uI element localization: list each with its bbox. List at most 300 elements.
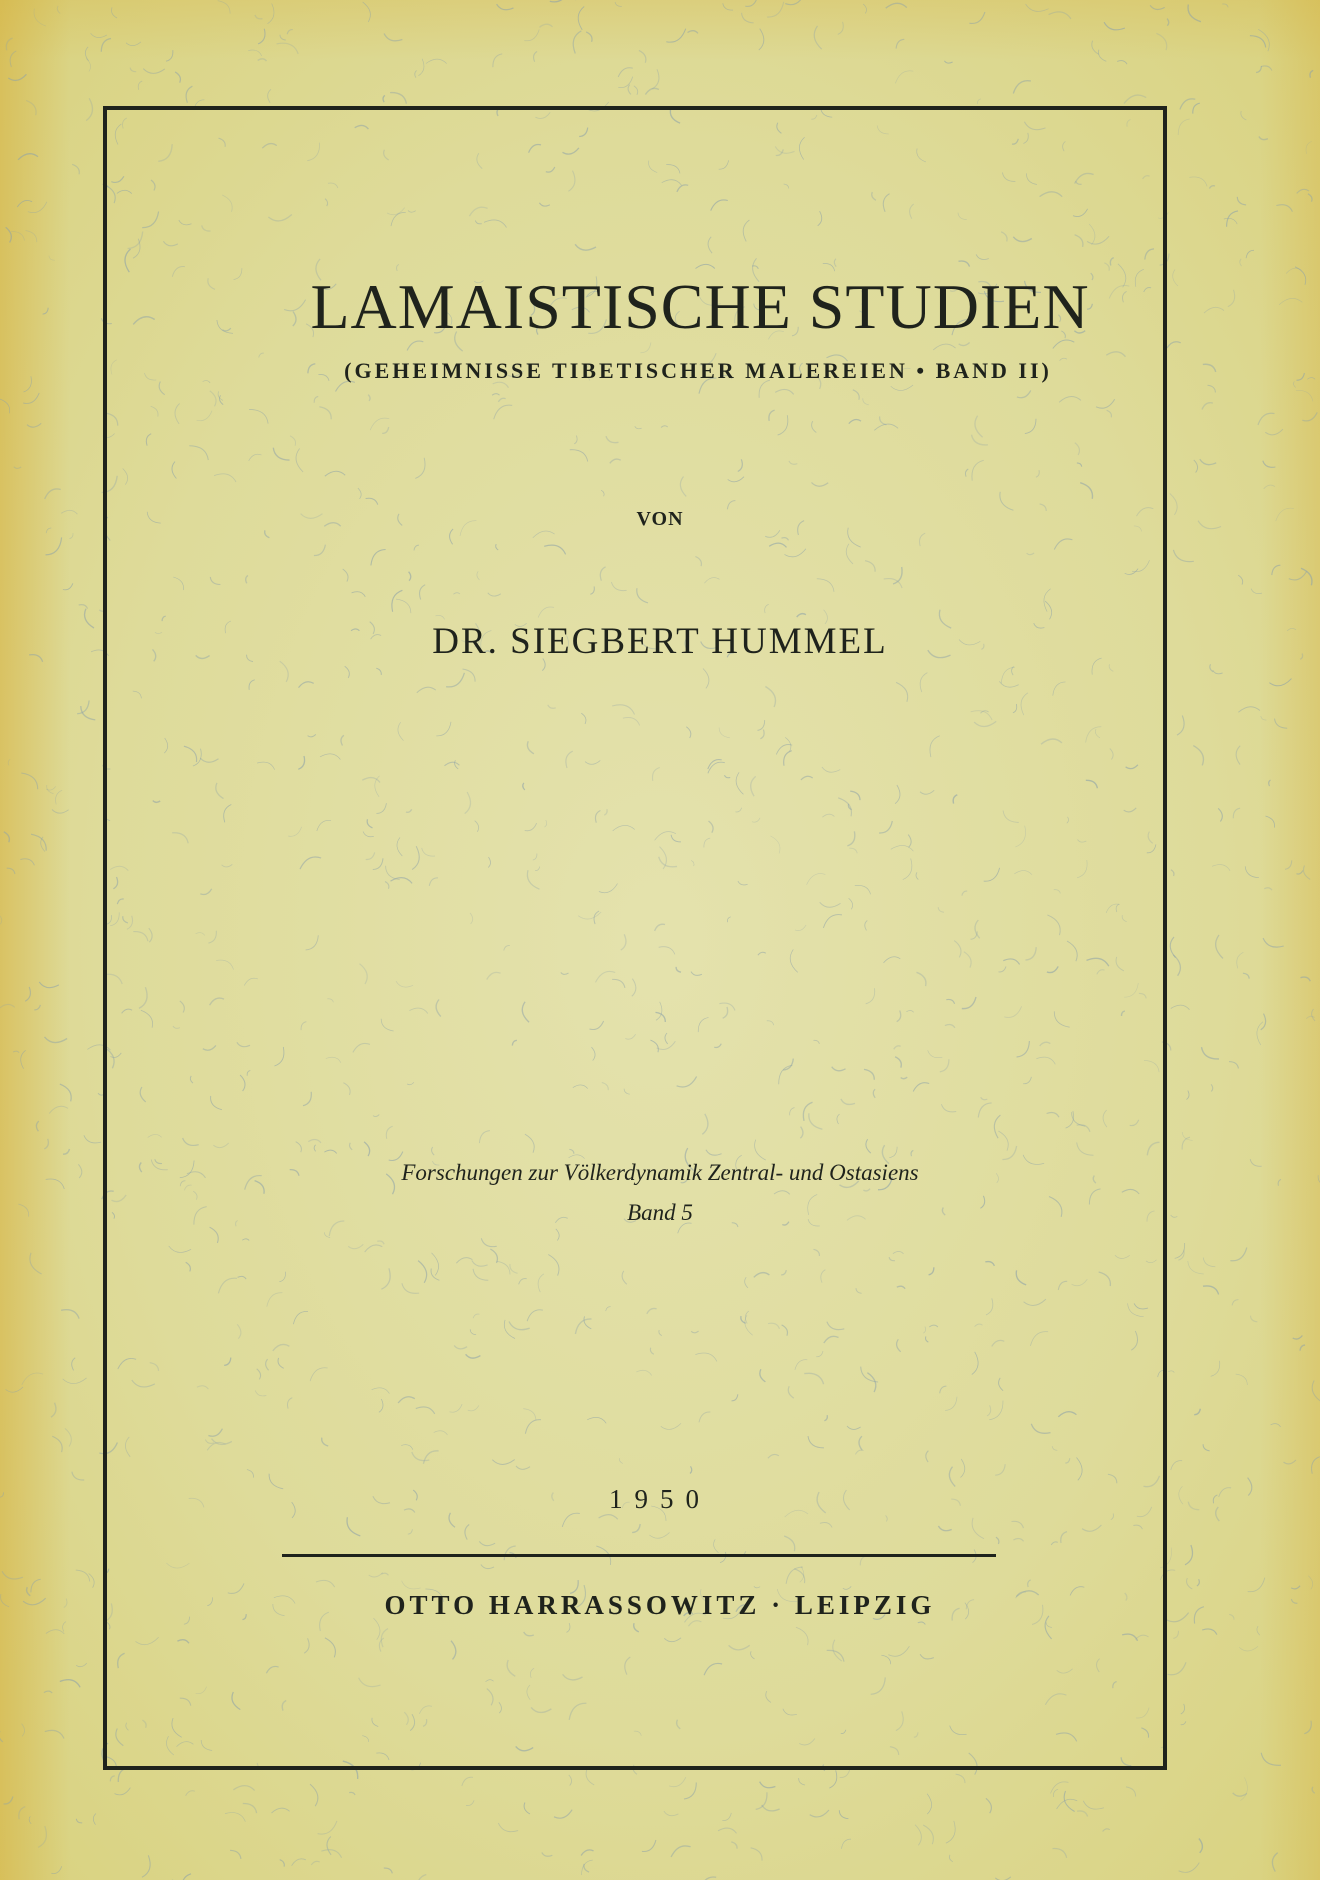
paper-fiber: [582, 1860, 593, 1875]
paper-fiber: [1306, 141, 1312, 153]
paper-fiber: [1229, 1062, 1238, 1069]
book-subtitle: (GEHEIMNISSE TIBETISCHER MALEREIEN • BAND II): [344, 358, 1052, 383]
paper-fiber: [1238, 575, 1242, 584]
paper-fiber: [6, 227, 12, 242]
paper-fiber: [1209, 186, 1215, 189]
paper-fiber: [186, 1791, 195, 1796]
paper-fiber: [1216, 935, 1223, 958]
paper-fiber: [318, 1821, 337, 1834]
paper-fiber: [417, 1875, 426, 1880]
paper-fiber: [1185, 1545, 1193, 1565]
paper-fiber: [542, 1853, 553, 1857]
paper-fiber: [7, 868, 15, 874]
paper-fiber: [1181, 1721, 1186, 1724]
paper-fiber: [1188, 5, 1201, 22]
paper-fiber: [26, 100, 36, 115]
paper-fiber: [1203, 1286, 1219, 1295]
paper-fiber: [11, 232, 24, 241]
paper-fiber: [1026, 4, 1049, 11]
paper-fiber: [745, 0, 757, 6]
paper-fiber: [49, 1106, 68, 1113]
publisher-name: OTTO HARRASSOWITZ · LEIPZIG: [384, 1590, 936, 1620]
paper-fiber: [1261, 716, 1267, 720]
paper-fiber: [810, 1810, 829, 1817]
paper-fiber: [1296, 390, 1313, 401]
paper-fiber: [1211, 1361, 1220, 1377]
paper-fiber: [1098, 50, 1106, 62]
paper-fiber: [1272, 565, 1281, 575]
paper-fiber: [18, 154, 38, 160]
book-title: LAMAISTISCHE STUDIEN: [310, 271, 1090, 342]
paper-fiber: [1083, 1801, 1104, 1809]
paper-fiber: [977, 99, 981, 104]
paper-fiber: [81, 706, 96, 720]
paper-fiber: [363, 2, 371, 22]
paper-fiber: [76, 1819, 82, 1823]
paper-fiber: [52, 810, 69, 814]
paper-fiber: [1272, 1853, 1277, 1872]
paper-fiber: [2, 1571, 23, 1579]
paper-fiber: [466, 1800, 474, 1805]
paper-fiber: [586, 1769, 594, 1785]
paper-fiber: [21, 773, 37, 789]
paper-fiber: [554, 1810, 572, 1818]
paper-fiber: [1236, 1374, 1248, 1385]
paper-fiber: [22, 1373, 43, 1385]
paper-fiber: [101, 39, 111, 52]
paper-fiber: [946, 1821, 955, 1843]
paper-fiber: [84, 1135, 101, 1143]
paper-fiber: [1202, 403, 1213, 410]
paper-fiber: [1297, 871, 1303, 875]
paper-fiber: [1300, 1345, 1305, 1351]
paper-fiber: [1261, 1753, 1281, 1766]
paper-fiber: [1269, 679, 1291, 686]
paper-fiber: [10, 51, 16, 67]
paper-fiber: [1167, 19, 1169, 26]
paper-fiber: [225, 1813, 245, 1822]
paper-fiber: [927, 1794, 932, 1814]
paper-fiber: [1181, 1704, 1185, 1714]
paper-fiber: [1297, 189, 1309, 193]
paper-fiber: [1168, 1662, 1186, 1674]
paper-fiber: [1236, 746, 1240, 765]
paper-fiber: [248, 50, 262, 56]
paper-fiber: [581, 1850, 593, 1856]
paper-fiber: [130, 68, 136, 72]
paper-fiber: [1263, 461, 1276, 468]
paper-fiber: [14, 467, 21, 469]
paper-fiber: [762, 1805, 780, 1811]
paper-fiber: [1077, 1811, 1088, 1817]
paper-fiber: [415, 71, 417, 78]
paper-fiber: [1293, 1336, 1303, 1340]
paper-fiber: [731, 1842, 737, 1849]
paper-fiber: [1194, 1409, 1200, 1415]
paper-fiber: [723, 3, 733, 10]
paper-fiber: [1233, 1793, 1247, 1796]
paper-fiber: [6, 1387, 23, 1392]
paper-fiber: [986, 1798, 992, 1813]
paper-fiber: [233, 1786, 254, 1791]
paper-fiber: [280, 1860, 285, 1867]
paper-fiber: [72, 1358, 76, 1371]
paper-fiber: [628, 85, 631, 95]
paper-fiber: [118, 1768, 128, 1782]
paper-fiber: [671, 1846, 691, 1857]
paper-fiber: [1173, 550, 1193, 562]
paper-fiber: [1126, 1787, 1136, 1797]
paper-fiber: [63, 583, 73, 590]
paper-fiber: [1200, 459, 1216, 464]
paper-fiber: [65, 1428, 71, 1446]
paper-fiber: [22, 1724, 25, 1737]
paper-fiber: [126, 42, 141, 46]
paper-fiber: [1230, 1248, 1246, 1261]
paper-fiber: [390, 93, 406, 104]
paper-fiber: [63, 1149, 70, 1154]
paper-fiber: [615, 2, 622, 6]
paper-fiber: [664, 1811, 679, 1816]
paper-fiber: [44, 1139, 48, 1149]
paper-fiber: [1232, 1300, 1239, 1306]
paper-fiber: [895, 71, 913, 84]
paper-fiber: [1264, 485, 1275, 489]
paper-fiber: [49, 256, 55, 261]
paper-fiber: [1173, 1631, 1178, 1639]
paper-fiber: [1177, 716, 1184, 736]
paper-fiber: [1246, 250, 1254, 258]
paper-fiber: [20, 859, 34, 865]
paper-fiber: [321, 1850, 341, 1858]
paper-fiber: [1057, 1799, 1078, 1809]
paper-fiber: [31, 834, 46, 850]
paper-fiber: [29, 1816, 31, 1823]
paper-fiber: [497, 4, 514, 10]
series-volume: Band 5: [627, 1200, 693, 1225]
paper-fiber: [272, 1808, 290, 1813]
paper-fiber: [258, 29, 265, 44]
paper-fiber: [1285, 860, 1292, 869]
paper-fiber: [1197, 1579, 1199, 1586]
paper-fiber: [258, 59, 267, 61]
paper-fiber: [1189, 177, 1207, 186]
paper-fiber: [1224, 218, 1237, 224]
paper-fiber: [524, 1803, 530, 1815]
paper-fiber: [63, 1378, 87, 1384]
paper-fiber: [186, 86, 192, 103]
paper-fiber: [1263, 938, 1284, 947]
paper-fiber: [383, 95, 385, 102]
paper-fiber: [1302, 412, 1317, 421]
paper-fiber: [1259, 137, 1268, 140]
paper-fiber: [1251, 589, 1262, 594]
paper-fiber: [1203, 1258, 1215, 1267]
paper-fiber: [759, 29, 764, 50]
paper-fiber: [51, 1866, 61, 1873]
paper-fiber: [6, 38, 12, 50]
paper-fiber: [1202, 1629, 1217, 1635]
paper-fiber: [1171, 1005, 1190, 1010]
paper-fiber: [1092, 41, 1099, 55]
paper-fiber: [1199, 1839, 1203, 1853]
paper-fiber: [1241, 111, 1247, 120]
paper-fiber: [1265, 429, 1283, 435]
series-title: Forschungen zur Völkerdynamik Zentral- und Ostasiens: [401, 1160, 919, 1185]
paper-fiber: [1243, 973, 1249, 979]
paper-fiber: [26, 231, 37, 243]
paper-fiber: [839, 1810, 848, 1819]
paper-fiber: [52, 1436, 62, 1452]
paper-fiber: [1310, 70, 1313, 77]
paper-fiber: [1168, 1371, 1174, 1373]
paper-fiber: [1104, 22, 1125, 30]
paper-fiber: [23, 393, 39, 404]
paper-fiber: [1276, 205, 1292, 212]
paper-fiber: [493, 54, 502, 67]
paper-fiber: [1264, 888, 1272, 890]
paper-fiber: [1202, 1047, 1220, 1059]
paper-fiber: [949, 1855, 952, 1862]
paper-fiber: [46, 1630, 64, 1634]
paper-fiber: [1312, 1787, 1315, 1794]
paper-fiber: [38, 1826, 46, 1847]
paper-fiber: [182, 1874, 191, 1880]
paper-fiber: [8, 759, 10, 765]
paper-fiber: [842, 1839, 852, 1849]
paper-fiber: [63, 1622, 66, 1632]
paper-fiber: [1239, 1646, 1258, 1651]
paper-fiber: [586, 32, 592, 42]
paper-fiber: [1211, 1084, 1213, 1091]
paper-fiber: [34, 1005, 40, 1010]
paper-fiber: [1308, 1576, 1312, 1590]
paper-fiber: [722, 1813, 731, 1821]
paper-fiber: [1053, 1849, 1067, 1858]
author-name: DR. SIEGBERT HUMMEL: [432, 621, 888, 662]
paper-fiber: [0, 1731, 3, 1742]
paper-fiber: [669, 1777, 686, 1786]
paper-fiber: [1170, 937, 1175, 958]
paper-fiber: [45, 1037, 68, 1043]
paper-fiber: [840, 1769, 850, 1777]
paper-fiber: [1013, 81, 1031, 94]
paper-fiber: [91, 33, 107, 37]
paper-fiber: [1258, 29, 1269, 51]
paper-fiber: [4, 1797, 13, 1804]
paper-fiber: [0, 914, 2, 924]
paper-fiber: [498, 1823, 518, 1832]
paper-fiber: [93, 1814, 96, 1825]
paper-fiber: [1187, 1091, 1190, 1100]
paper-fiber: [218, 1, 230, 14]
paper-fiber: [785, 0, 804, 5]
paper-fiber: [243, 1803, 257, 1813]
paper-fiber: [0, 399, 10, 413]
paper-fiber: [230, 1850, 241, 1859]
paper-fiber: [1251, 1316, 1258, 1322]
paper-fiber: [277, 43, 299, 54]
by-label: VON: [636, 508, 684, 530]
paper-fiber: [639, 50, 646, 62]
paper-fiber: [142, 1855, 150, 1877]
paper-fiber: [1256, 66, 1261, 73]
paper-fiber: [1103, 1829, 1110, 1832]
paper-fiber: [1261, 66, 1272, 71]
paper-fiber: [1053, 1789, 1058, 1797]
paper-fiber: [45, 1730, 64, 1738]
paper-fiber: [13, 1051, 19, 1053]
paper-fiber: [255, 15, 263, 19]
paper-fiber: [1301, 977, 1311, 981]
paper-fiber: [760, 1782, 776, 1788]
paper-fiber: [1284, 1460, 1296, 1464]
paper-fiber: [292, 1859, 306, 1866]
paper-fiber: [1150, 5, 1165, 9]
paper-fiber: [60, 1084, 71, 1101]
paper-fiber: [1173, 955, 1180, 976]
paper-fiber: [4, 832, 10, 843]
paper-fiber: [524, 30, 539, 41]
paper-fiber: [756, 1792, 767, 1809]
paper-fiber: [1178, 119, 1189, 135]
paper-fiber: [70, 533, 74, 539]
paper-fiber: [829, 1770, 836, 1788]
paper-fiber: [1188, 1261, 1204, 1274]
paper-fiber: [1208, 385, 1216, 392]
paper-fiber: [1275, 719, 1288, 729]
paper-fiber: [311, 1861, 319, 1865]
paper-fiber: [8, 74, 26, 80]
cover-frame-border: [103, 106, 1167, 1770]
paper-fiber: [1117, 61, 1127, 65]
paper-fiber: [1269, 780, 1271, 786]
paper-fiber: [60, 1680, 80, 1688]
paper-fiber: [25, 987, 30, 1001]
paper-fiber: [79, 605, 88, 609]
paper-fiber: [72, 1472, 84, 1480]
paper-fiber: [51, 1403, 56, 1417]
paper-fiber: [310, 1784, 318, 1806]
paper-fiber: [28, 202, 47, 213]
paper-fiber: [46, 537, 62, 555]
paper-fiber: [138, 81, 142, 90]
paper-fiber: [19, 1807, 25, 1820]
paper-fiber: [1179, 1863, 1200, 1873]
paper-fiber: [1312, 1381, 1320, 1402]
paper-fiber: [1182, 1132, 1192, 1140]
paper-fiber: [540, 24, 553, 27]
paper-fiber: [1312, 1009, 1316, 1021]
paper-fiber: [349, 1792, 355, 1795]
paper-fiber: [718, 1828, 737, 1833]
publisher-divider: [282, 1554, 996, 1557]
paper-fiber: [30, 1253, 42, 1274]
paper-fiber: [44, 1691, 52, 1693]
paper-fiber: [1312, 1457, 1320, 1474]
paper-fiber: [1289, 571, 1307, 580]
paper-fiber: [327, 1837, 331, 1855]
paper-fiber: [896, 39, 904, 48]
paper-fiber: [767, 2, 784, 17]
paper-fiber: [666, 29, 685, 42]
paper-fiber: [1250, 36, 1266, 48]
paper-fiber: [36, 1121, 38, 1131]
paper-fiber: [1257, 1626, 1260, 1635]
paper-fiber: [268, 4, 275, 24]
paper-fiber: [462, 1777, 473, 1786]
paper-fiber: [618, 68, 633, 77]
paper-fiber: [76, 1663, 87, 1667]
paper-fiber: [1193, 103, 1200, 113]
paper-fiber: [175, 72, 180, 83]
paper-fiber: [1064, 1791, 1074, 1812]
paper-fiber: [684, 1783, 696, 1800]
paper-fiber: [1304, 1721, 1311, 1734]
paper-fiber: [584, 1864, 589, 1872]
paper-fiber: [34, 9, 46, 27]
paper-fiber: [1171, 1461, 1182, 1470]
paper-fiber: [956, 1774, 965, 1783]
paper-fiber: [618, 77, 632, 88]
paper-fiber: [56, 790, 63, 804]
paper-fiber: [688, 31, 699, 34]
paper-fiber: [1187, 1578, 1193, 1589]
paper-fiber: [923, 1825, 933, 1844]
paper-fiber: [111, 7, 117, 18]
paper-fiber: [85, 47, 88, 61]
paper-fiber: [1182, 1137, 1190, 1149]
paper-fiber: [72, 164, 79, 174]
paper-fiber: [1218, 808, 1222, 821]
paper-fiber: [76, 1570, 90, 1581]
paper-fiber: [1203, 1444, 1210, 1451]
paper-fiber: [17, 200, 32, 207]
paper-fiber: [24, 376, 32, 392]
paper-fiber: [1261, 1014, 1266, 1030]
paper-fiber: [419, 59, 424, 76]
paper-fiber: [110, 1776, 114, 1782]
paper-fiber: [1266, 816, 1275, 828]
paper-fiber: [645, 88, 659, 94]
paper-fiber: [1240, 1777, 1247, 1800]
paper-fiber: [642, 1840, 656, 1852]
paper-fiber: [1308, 194, 1312, 202]
paper-fiber: [1180, 99, 1195, 110]
paper-fiber: [886, 3, 907, 8]
paper-fiber: [1212, 865, 1230, 871]
paper-fiber: [799, 1778, 805, 1785]
paper-fiber: [268, 89, 271, 102]
paper-fiber: [1222, 4, 1228, 7]
paper-fiber: [1171, 870, 1174, 876]
paper-fiber: [77, 701, 89, 714]
paper-fiber: [45, 489, 61, 499]
paper-fiber: [944, 61, 952, 63]
paper-fiber: [742, 13, 754, 23]
paper-fiber: [143, 69, 165, 74]
paper-fiber: [384, 1868, 393, 1873]
paper-fiber: [166, 50, 173, 61]
paper-fiber: [115, 1788, 131, 1795]
paper-fiber: [751, 1848, 762, 1861]
paper-fiber: [1240, 259, 1242, 266]
paper-fiber: [1238, 707, 1260, 713]
paper-fiber: [915, 1825, 921, 1846]
paper-fiber: [57, 6, 60, 14]
paper-fiber: [27, 423, 41, 427]
paper-fiber: [61, 1310, 79, 1319]
